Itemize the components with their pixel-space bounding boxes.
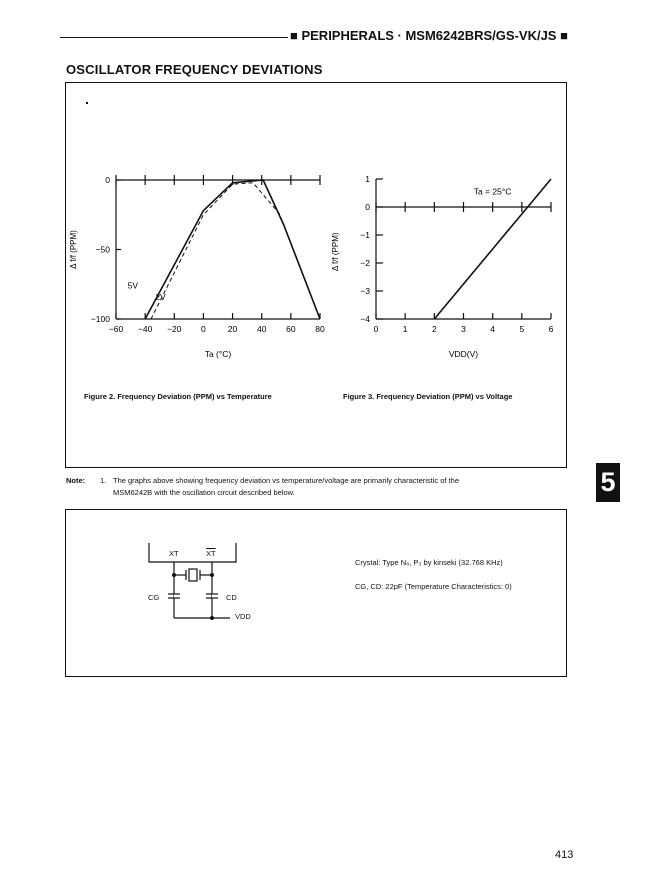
section-tab: 5 xyxy=(596,463,620,502)
y-axis-label: Δ f/f (PPM) xyxy=(69,230,78,269)
voltage-chart xyxy=(320,170,565,370)
x-tick-label: 5 xyxy=(519,324,525,334)
y-tick-label: 1 xyxy=(365,174,370,184)
figure-2-caption: Figure 2. Frequency Deviation (PPM) vs Temperature xyxy=(84,392,272,401)
x-tick-label: −60 xyxy=(108,324,124,334)
chart-annotation: Ta = 25°C xyxy=(473,186,512,197)
label-xt: XT xyxy=(169,549,179,558)
x-axis-label: Ta (°C) xyxy=(204,349,232,359)
note-line-1: The graphs above showing frequency deviation vs temperature/voltage are primarily characteristic of the xyxy=(113,476,460,485)
y-axis-label: Δ f/f (PPM) xyxy=(331,232,340,272)
series-line xyxy=(434,179,551,319)
node-ground xyxy=(210,616,214,620)
x-tick-label: 1 xyxy=(402,324,408,334)
header-text: PERIPHERALS · MSM6242BRS/GS-VK/JS xyxy=(301,28,557,43)
y-tick-label: −4 xyxy=(360,314,370,324)
y-tick-label: −1 xyxy=(360,230,370,240)
y-tick-label: −2 xyxy=(360,258,370,268)
label-xt-bar: $\overline{XT}$ xyxy=(206,549,216,558)
capacitor-spec: CG, CD: 22pF (Temperature Characteristics: 0) xyxy=(355,582,512,591)
y-tick-label: 0 xyxy=(365,202,370,212)
temperature-chart xyxy=(60,170,360,370)
x-tick-label: 80 xyxy=(315,324,325,334)
section-title: OSCILLATOR FREQUENCY DEVIATIONS xyxy=(66,62,323,77)
x-tick-label: 60 xyxy=(286,324,296,334)
label-vdd: VDD xyxy=(235,612,251,621)
header-rule xyxy=(60,37,288,38)
node-right xyxy=(210,573,214,577)
x-tick-label: 20 xyxy=(227,324,238,334)
x-tick-label: 0 xyxy=(373,324,379,334)
y-tick-label: −100 xyxy=(90,314,110,324)
running-header: ■ PERIPHERALS · MSM6242BRS/GS-VK/JS ■ xyxy=(290,28,568,43)
y-tick-label: 0 xyxy=(105,175,110,185)
x-tick-label: 4 xyxy=(490,324,496,334)
note-line-2: MSM6242B with the oscillation circuit described below. xyxy=(113,488,295,497)
x-tick-label: 40 xyxy=(256,324,267,334)
x-tick-label: 0 xyxy=(201,324,206,334)
crystal-spec: Crystal: Type N₈, P₃ by kinseki (32.768 KHz) xyxy=(355,558,503,567)
page-number: 413 xyxy=(555,849,574,861)
series-line xyxy=(151,183,320,319)
series-line xyxy=(145,180,320,319)
x-axis-label: VDD(V) xyxy=(448,349,479,359)
y-tick-label: −3 xyxy=(360,286,370,296)
x-tick-label: 3 xyxy=(461,324,466,334)
crystal-body xyxy=(189,569,197,581)
circuit-bracket xyxy=(149,543,236,562)
x-tick-label: −40 xyxy=(137,324,153,334)
x-tick-label: 6 xyxy=(548,324,554,334)
figure-3-caption: Figure 3. Frequency Deviation (PPM) vs Voltage xyxy=(343,392,513,401)
label-cd: CD xyxy=(226,593,237,602)
label-cg: CG xyxy=(148,593,160,602)
x-tick-label: −20 xyxy=(167,324,182,334)
node-left xyxy=(172,573,176,577)
series-label: 5V xyxy=(127,280,139,291)
note-label: Note: xyxy=(66,476,86,485)
frame-dot xyxy=(86,102,88,104)
series-label: 2V xyxy=(155,291,166,302)
x-tick-label: 2 xyxy=(431,324,437,334)
y-tick-label: −50 xyxy=(95,244,110,255)
note-block xyxy=(66,475,586,499)
note-number: 1. xyxy=(100,476,107,485)
